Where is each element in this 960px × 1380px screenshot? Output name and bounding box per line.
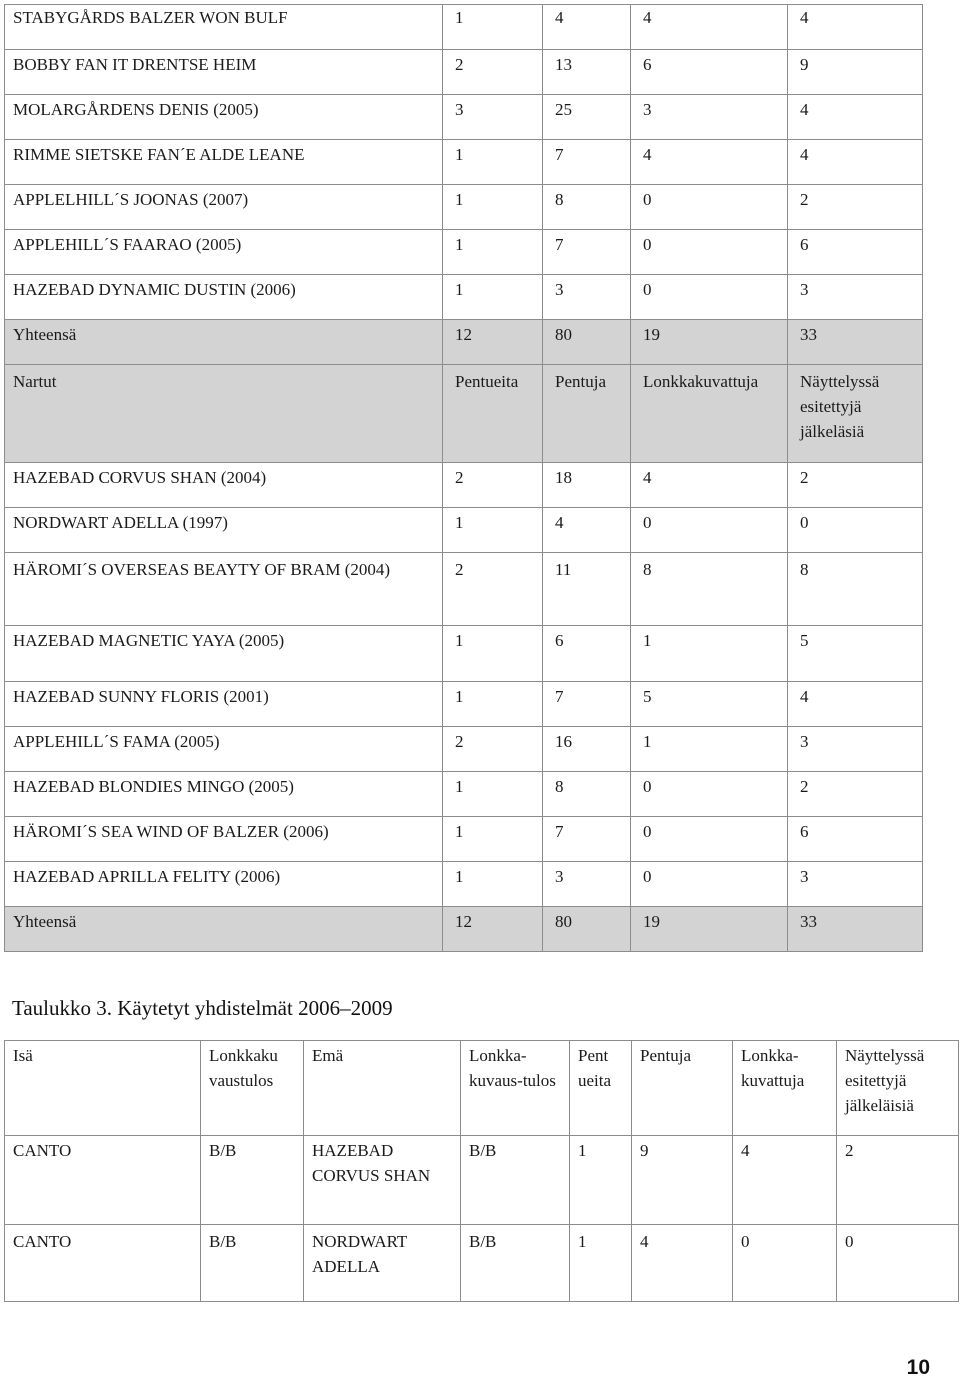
- litters-cell: 1: [443, 5, 543, 50]
- puppies-cell: 18: [543, 463, 631, 508]
- table-row: [5, 862, 923, 907]
- hip-xrayed-header: Lonkkakuvattuja: [631, 365, 788, 463]
- table-row: [5, 817, 923, 862]
- puppies-cell: 7: [543, 817, 631, 862]
- hip-xrayed-cell: 4: [733, 1136, 837, 1225]
- sire-header: Isä: [5, 1041, 201, 1136]
- shown-offspring-cell: 4: [788, 5, 923, 50]
- shown-offspring-cell: 3: [788, 862, 923, 907]
- litters-cell: 1: [443, 817, 543, 862]
- total-label: Yhteensä: [5, 907, 443, 952]
- dog-name: HAZEBAD BLONDIES MINGO (2005): [5, 772, 443, 817]
- puppies-cell: 4: [632, 1225, 733, 1302]
- hip-xrayed-cell: 0: [631, 185, 788, 230]
- females-header: Nartut: [5, 365, 443, 463]
- litters-total: 12: [443, 907, 543, 952]
- dog-name: APPLELHILL´S JOONAS (2007): [5, 185, 443, 230]
- hip-xrayed-total: 19: [631, 320, 788, 365]
- combinations-table: [4, 1040, 959, 1302]
- hip-xrayed-total: 19: [631, 907, 788, 952]
- hip-xrayed-cell: 1: [631, 626, 788, 682]
- hip-xrayed-cell: 4: [631, 463, 788, 508]
- shown-offspring-cell: 0: [837, 1225, 959, 1302]
- hip-xrayed-cell: 4: [631, 5, 788, 50]
- sire-cell: CANTO: [5, 1136, 201, 1225]
- dog-name: HÄROMI´S SEA WIND OF BALZER (2006): [5, 817, 443, 862]
- shown-offspring-cell: 6: [788, 230, 923, 275]
- litters-cell: 1: [443, 275, 543, 320]
- table-row: [5, 5, 923, 50]
- dam-header: Emä: [304, 1041, 461, 1136]
- puppies-cell: 6: [543, 626, 631, 682]
- litters-cell: 2: [443, 727, 543, 772]
- hip-xrayed-header: Lonkka-kuvattuja: [733, 1041, 837, 1136]
- table-caption: Taulukko 3. Käytetyt yhdistelmät 2006–2009: [12, 996, 393, 1020]
- shown-offspring-cell: 5: [788, 626, 923, 682]
- puppies-cell: 7: [543, 140, 631, 185]
- stud-dogs-table: [4, 4, 923, 952]
- hip-xrayed-cell: 3: [631, 95, 788, 140]
- dam-hip-result-cell: B/B: [461, 1136, 570, 1225]
- table-row: [5, 772, 923, 817]
- hip-xrayed-cell: 0: [631, 817, 788, 862]
- females-header-row: [5, 365, 923, 463]
- shown-offspring-total: 33: [788, 907, 923, 952]
- shown-offspring-cell: 6: [788, 817, 923, 862]
- header-row: [5, 1041, 959, 1136]
- total-row: [5, 320, 923, 365]
- hip-xrayed-cell: 0: [631, 275, 788, 320]
- puppies-cell: 7: [543, 230, 631, 275]
- puppies-cell: 11: [543, 553, 631, 626]
- litters-header: Pentueita: [443, 365, 543, 463]
- shown-offspring-header: Näyttelyssä esitettyjä jälkeläsiä: [788, 365, 923, 463]
- puppies-cell: 4: [543, 5, 631, 50]
- litters-cell: 1: [570, 1225, 632, 1302]
- hip-xrayed-cell: 0: [631, 772, 788, 817]
- puppies-cell: 13: [543, 50, 631, 95]
- sire-hip-result-header: Lonkkaku vaustulos: [201, 1041, 304, 1136]
- table-row: [5, 626, 923, 682]
- dog-name: HAZEBAD APRILLA FELITY (2006): [5, 862, 443, 907]
- shown-offspring-cell: 8: [788, 553, 923, 626]
- shown-offspring-cell: 9: [788, 50, 923, 95]
- litters-cell: 1: [570, 1136, 632, 1225]
- shown-offspring-cell: 2: [788, 185, 923, 230]
- litters-cell: 2: [443, 553, 543, 626]
- table-row: [5, 682, 923, 727]
- puppies-cell: 3: [543, 275, 631, 320]
- sire-hip-result-cell: B/B: [201, 1225, 304, 1302]
- puppies-header: Pentuja: [632, 1041, 733, 1136]
- puppies-total: 80: [543, 320, 631, 365]
- dog-name: HÄROMI´S OVERSEAS BEAYTY OF BRAM (2004): [5, 553, 443, 626]
- table-row: [5, 140, 923, 185]
- dog-name: BOBBY FAN IT DRENTSE HEIM: [5, 50, 443, 95]
- puppies-cell: 3: [543, 862, 631, 907]
- total-row: [5, 907, 923, 952]
- table-row: [5, 185, 923, 230]
- shown-offspring-cell: 4: [788, 682, 923, 727]
- shown-offspring-header: Näyttelyssä esitettyjä jälkeläisiä: [837, 1041, 959, 1136]
- shown-offspring-total: 33: [788, 320, 923, 365]
- puppies-cell: 8: [543, 185, 631, 230]
- hip-xrayed-cell: 0: [631, 862, 788, 907]
- dog-name: HAZEBAD SUNNY FLORIS (2001): [5, 682, 443, 727]
- puppies-cell: 25: [543, 95, 631, 140]
- puppies-cell: 7: [543, 682, 631, 727]
- sire-cell: CANTO: [5, 1225, 201, 1302]
- litters-cell: 2: [443, 50, 543, 95]
- dog-name: MOLARGÅRDENS DENIS (2005): [5, 95, 443, 140]
- shown-offspring-cell: 2: [837, 1136, 959, 1225]
- puppies-cell: 16: [543, 727, 631, 772]
- shown-offspring-cell: 3: [788, 727, 923, 772]
- hip-xrayed-cell: 8: [631, 553, 788, 626]
- litters-cell: 1: [443, 230, 543, 275]
- page-number: 10: [906, 1356, 930, 1379]
- shown-offspring-cell: 3: [788, 275, 923, 320]
- litters-cell: 2: [443, 463, 543, 508]
- hip-xrayed-cell: 1: [631, 727, 788, 772]
- dam-hip-result-cell: B/B: [461, 1225, 570, 1302]
- total-label: Yhteensä: [5, 320, 443, 365]
- table-row: [5, 275, 923, 320]
- hip-xrayed-cell: 0: [631, 230, 788, 275]
- litters-total: 12: [443, 320, 543, 365]
- dog-name: STABYGÅRDS BALZER WON BULF: [5, 5, 443, 50]
- shown-offspring-cell: 4: [788, 140, 923, 185]
- puppies-cell: 8: [543, 772, 631, 817]
- table-row: [5, 230, 923, 275]
- shown-offspring-cell: 2: [788, 463, 923, 508]
- dog-name: APPLEHILL´S FAMA (2005): [5, 727, 443, 772]
- hip-xrayed-cell: 5: [631, 682, 788, 727]
- dam-cell: HAZEBAD CORVUS SHAN: [304, 1136, 461, 1225]
- dam-hip-result-header: Lonkka-kuvaus-tulos: [461, 1041, 570, 1136]
- litters-cell: 1: [443, 862, 543, 907]
- dog-name: HAZEBAD CORVUS SHAN (2004): [5, 463, 443, 508]
- litters-header: Pent ueita: [570, 1041, 632, 1136]
- dog-name: HAZEBAD MAGNETIC YAYA (2005): [5, 626, 443, 682]
- puppies-total: 80: [543, 907, 631, 952]
- shown-offspring-cell: 0: [788, 508, 923, 553]
- dog-name: APPLEHILL´S FAARAO (2005): [5, 230, 443, 275]
- table-row: [5, 727, 923, 772]
- hip-xrayed-cell: 0: [631, 508, 788, 553]
- puppies-cell: 4: [543, 508, 631, 553]
- shown-offspring-cell: 2: [788, 772, 923, 817]
- puppies-cell: 9: [632, 1136, 733, 1225]
- hip-xrayed-cell: 4: [631, 140, 788, 185]
- dog-name: RIMME SIETSKE FAN´E ALDE LEANE: [5, 140, 443, 185]
- shown-offspring-cell: 4: [788, 95, 923, 140]
- hip-xrayed-cell: 0: [733, 1225, 837, 1302]
- litters-cell: 1: [443, 772, 543, 817]
- dog-name: HAZEBAD DYNAMIC DUSTIN (2006): [5, 275, 443, 320]
- table-row: [5, 463, 923, 508]
- hip-xrayed-cell: 6: [631, 50, 788, 95]
- dam-cell: NORDWART ADELLA: [304, 1225, 461, 1302]
- table-row: [5, 95, 923, 140]
- litters-cell: 1: [443, 185, 543, 230]
- litters-cell: 1: [443, 508, 543, 553]
- litters-cell: 1: [443, 626, 543, 682]
- table-row: [5, 50, 923, 95]
- litters-cell: 1: [443, 682, 543, 727]
- sire-hip-result-cell: B/B: [201, 1136, 304, 1225]
- dog-name: NORDWART ADELLA (1997): [5, 508, 443, 553]
- puppies-header: Pentuja: [543, 365, 631, 463]
- litters-cell: 1: [443, 140, 543, 185]
- table-row: [5, 1136, 959, 1225]
- table-row: [5, 553, 923, 626]
- litters-cell: 3: [443, 95, 543, 140]
- table-row: [5, 1225, 959, 1302]
- table-row: [5, 508, 923, 553]
